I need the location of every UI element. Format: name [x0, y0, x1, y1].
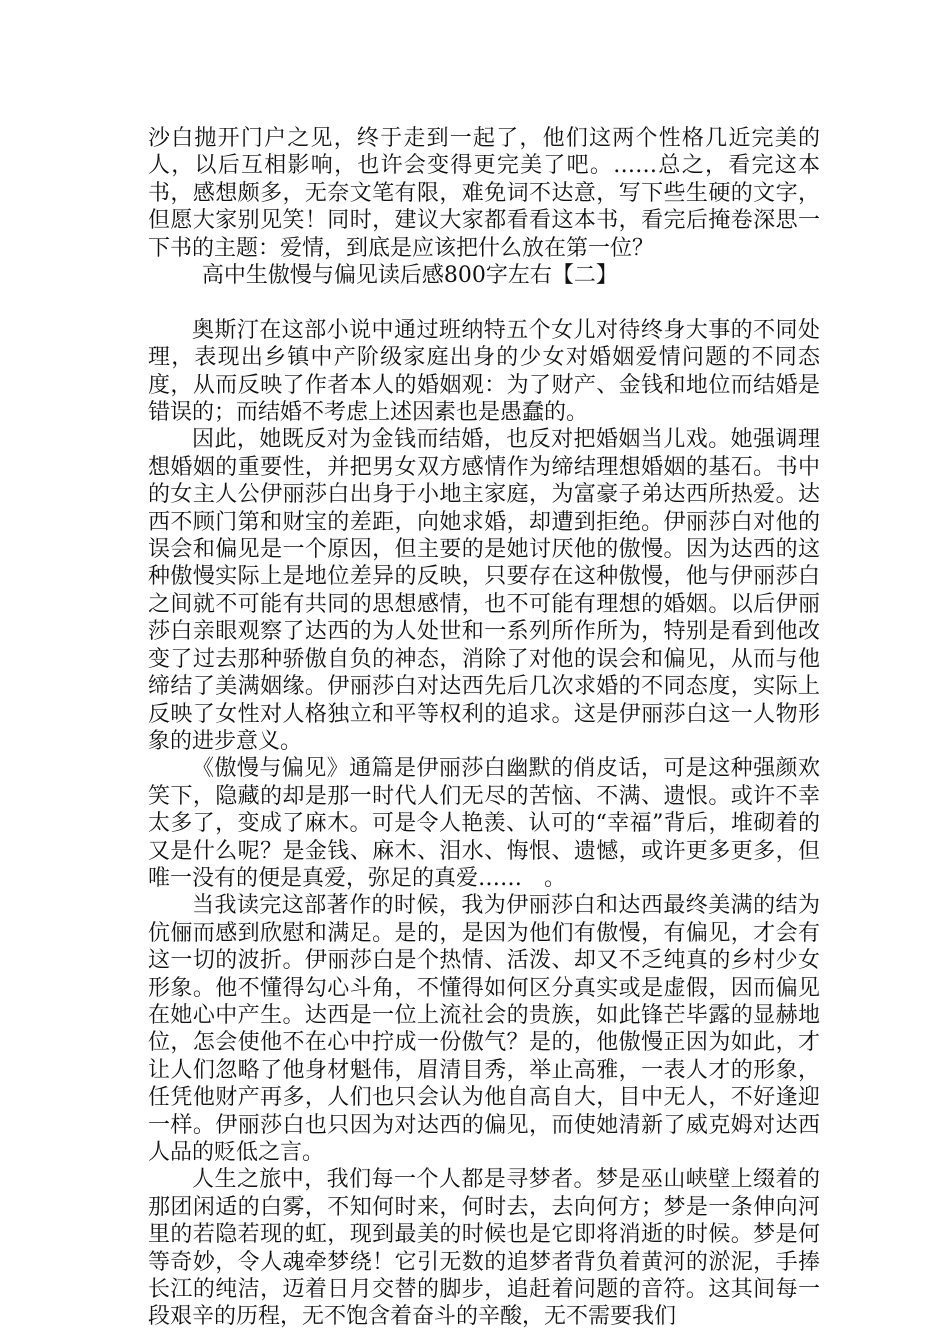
paragraph-elizabeth-darcy: 因此，她既反对为金钱而结婚，也反对把婚姻当儿戏。她强调理想婚姻的重要性，并把男女双方感情作为缔结理想婚姻的基石。书中的女主人公伊丽莎白出身于小地主家庭，为富豪子弟达西所热爱。达西不顾门第和财宝的差距，向她求婚，却遭到拒绝。伊丽莎白对他的误会和偏见是一个原因，但主要的是她讨厌他的傲慢。因为达西的这种傲慢实际上是地位差异的反映，只要存在这种傲慢，他与伊丽莎白之间就不可能有共同的思想感情，也不可能有理想的婚姻。以后伊丽莎白亲眼观察了达西的为人处世和一系列所作所为，特别是看到他改变了过去那种骄傲自负的神态，消除了对他的误会和偏见，从而与他缔结了美满姻缘。伊丽莎白对达西先后几次求婚的不同态度，实际上反映了女性对人格独立和平等权利的追求。这是伊丽莎白这一人物形象的进步意义。	[148, 427, 820, 754]
document-body	[148, 125, 820, 1331]
section-subtitle: 高中生傲慢与偏见读后感800字左右【二】	[201, 263, 618, 289]
paragraph-dream: 人生之旅中，我们每一个人都是寻梦者。梦是巫山峡壁上缀着的那团闲适的白雾，不知何时来，何时去，去向何方；梦是一条伸向河里的若隐若现的虹，现到最美的时候也是它即将消逝的时候。梦是何等奇妙，令人魂牵梦绕！它引无数的追梦者背负着黄河的淤泥，手捧长江的纯洁，迈着日月交替的脚步，追赶着问题的音符。这其间每一段艰辛的历程，无不饱含着奋斗的辛酸，无不需要我们	[148, 1167, 820, 1330]
paragraph-marriage-view: 奥斯汀在这部小说中通过班纳特五个女儿对待终身大事的不同处理，表现出乡镇中产阶级家庭出身的少女对婚姻爱情问题的不同态度，从而反映了作者本人的婚姻观：为了财产、金钱和地位而结婚是错误的；而结婚不考虑上述因素也是愚蠢的。	[148, 317, 820, 426]
paragraph-humor: 《傲慢与偏见》通篇是伊丽莎白幽默的俏皮话，可是这种强颜欢笑下，隐藏的却是那一时代人们无尽的苦恼、不满、遗恨。或许不幸太多了，变成了麻木。可是令人艳羡、认可的“幸福”背后，堆砌着的又是什么呢？是金钱、麻木、泪水、悔恨、遗憾，或许更多更多，但唯一没有的便是真爱，弥足的真爱…… 。	[148, 756, 820, 891]
paragraph-continuation: 沙白抛开门户之见，终于走到一起了，他们这两个性格几近完美的人，以后互相影响，也许会变得更完美了吧。……总之，看完这本书，感想颇多，无奈文笔有限，难免词不达意，写下些生硬的文字，但愿大家别见笑！同时，建议大家都看看这本书，看完后掩卷深思一下书的主题：爱情，到底是应该把什么放在第一位？	[148, 126, 820, 261]
blank-line	[148, 289, 820, 316]
paragraph-reflection: 当我读完这部著作的时候，我为伊丽莎白和达西最终美满的结为伉俪而感到欣慰和满足。是的，是因为他们有傲慢，有偏见，才会有这一切的波折。伊丽莎白是个热情、活泼、却又不乏纯真的乡村少女形象。他不懂得勾心斗角，不懂得如何区分真实或是虚假，因而偏见在她心中产生。达西是一位上流社会的贵族，如此锋芒毕露的显赫地位，怎会使他不在心中拧成一份傲气？是的，他傲慢正因为如此，才让人们忽略了他身材魁伟，眉清目秀，举止高雅，一表人才的形象，任凭他财产再多，人们也只会认为他自高自大，目中无人，不好逢迎一样。伊丽莎白也只因为对达西的偏见，而使她清新了威克姆对达西人品的贬低之言。	[148, 893, 820, 1166]
